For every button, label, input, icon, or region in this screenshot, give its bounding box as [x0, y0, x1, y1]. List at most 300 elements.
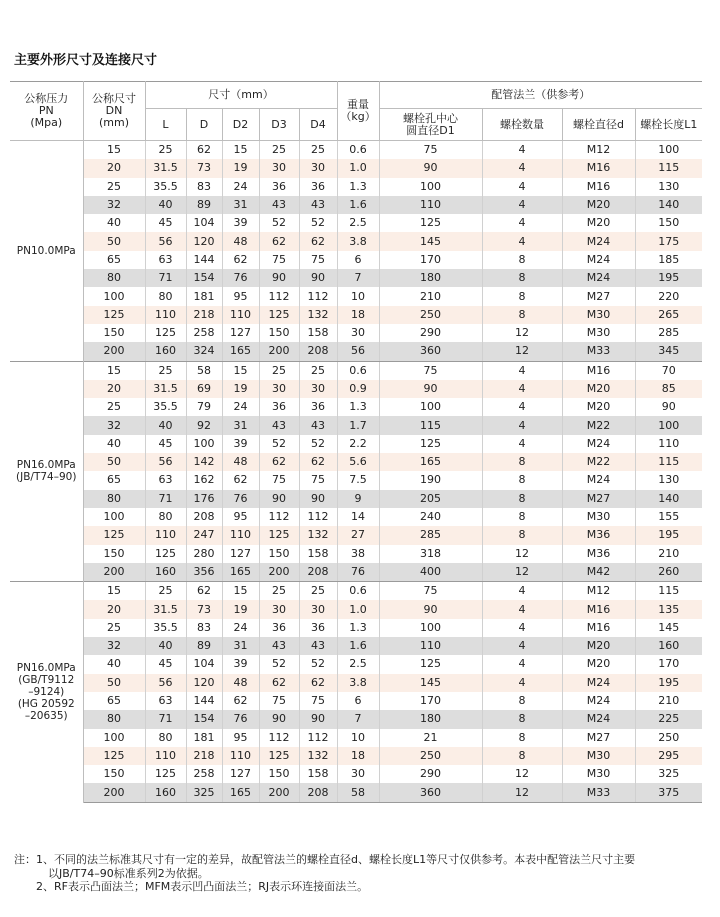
cell-l: 56: [145, 674, 186, 692]
cell-l: 110: [145, 306, 186, 324]
cell-d4: 62: [299, 232, 337, 250]
cell-weight: 0.9: [337, 380, 379, 398]
cell-d4: 52: [299, 214, 337, 232]
cell-d3: 90: [259, 269, 299, 287]
cell-bolt-diameter: M30: [562, 508, 635, 526]
cell-d2: 110: [222, 526, 259, 544]
cell-d3: 75: [259, 471, 299, 489]
cell-bolt-diameter: M20: [562, 655, 635, 673]
cell-dn: 150: [83, 545, 145, 563]
cell-bolt-diameter: M33: [562, 783, 635, 802]
table-row: [10, 141, 702, 160]
cell-d: 356: [186, 563, 222, 582]
cell-d3: 36: [259, 619, 299, 637]
cell-l: 110: [145, 526, 186, 544]
cell-d4: 208: [299, 342, 337, 361]
cell-d1: 100: [379, 178, 482, 196]
cell-d3: 200: [259, 342, 299, 361]
cell-dn: 100: [83, 729, 145, 747]
header-col-bolt-length: 螺栓长度L1: [635, 109, 702, 141]
table-row: [10, 453, 702, 471]
cell-d1: 90: [379, 380, 482, 398]
cell-bolt-count: 4: [482, 214, 562, 232]
cell-d: 89: [186, 196, 222, 214]
cell-l: 160: [145, 783, 186, 802]
cell-d1: 110: [379, 637, 482, 655]
cell-d1: 250: [379, 747, 482, 765]
cell-bolt-count: 8: [482, 508, 562, 526]
cell-l: 25: [145, 361, 186, 380]
cell-bolt-count: 4: [482, 637, 562, 655]
cell-d: 208: [186, 508, 222, 526]
cell-l: 125: [145, 545, 186, 563]
cell-weight: 3.8: [337, 232, 379, 250]
cell-bolt-diameter: M33: [562, 342, 635, 361]
table-row: [10, 287, 702, 305]
cell-dn: 20: [83, 380, 145, 398]
cell-l: 25: [145, 582, 186, 601]
cell-l: 125: [145, 324, 186, 342]
cell-d4: 62: [299, 674, 337, 692]
cell-d1: 21: [379, 729, 482, 747]
cell-bolt-length: 375: [635, 783, 702, 802]
cell-d1: 125: [379, 655, 482, 673]
cell-bolt-length: 210: [635, 692, 702, 710]
table-row: [10, 380, 702, 398]
cell-bolt-diameter: M42: [562, 563, 635, 582]
cell-d4: 75: [299, 471, 337, 489]
cell-d2: 76: [222, 710, 259, 728]
cell-l: 35.5: [145, 619, 186, 637]
cell-dn: 125: [83, 526, 145, 544]
cell-bolt-count: 8: [482, 251, 562, 269]
cell-d3: 30: [259, 600, 299, 618]
cell-d3: 43: [259, 416, 299, 434]
cell-d2: 62: [222, 471, 259, 489]
cell-bolt-count: 4: [482, 416, 562, 434]
cell-d3: 90: [259, 710, 299, 728]
cell-l: 56: [145, 453, 186, 471]
cell-weight: 1.3: [337, 398, 379, 416]
cell-d3: 112: [259, 508, 299, 526]
cell-d4: 43: [299, 637, 337, 655]
cell-d1: 145: [379, 232, 482, 250]
table-row: [10, 674, 702, 692]
cell-dn: 20: [83, 159, 145, 177]
cell-d4: 158: [299, 765, 337, 783]
cell-bolt-diameter: M24: [562, 435, 635, 453]
cell-d3: 125: [259, 747, 299, 765]
cell-d2: 165: [222, 563, 259, 582]
cell-bolt-length: 140: [635, 196, 702, 214]
cell-weight: 7.5: [337, 471, 379, 489]
cell-bolt-length: 70: [635, 361, 702, 380]
cell-d1: 360: [379, 783, 482, 802]
cell-bolt-length: 220: [635, 287, 702, 305]
cell-weight: 2.5: [337, 214, 379, 232]
cell-d2: 95: [222, 287, 259, 305]
table-row: [10, 747, 702, 765]
cell-d3: 25: [259, 582, 299, 601]
cell-d1: 290: [379, 765, 482, 783]
cell-d: 100: [186, 435, 222, 453]
cell-d: 120: [186, 674, 222, 692]
cell-bolt-count: 4: [482, 141, 562, 160]
cell-d4: 25: [299, 582, 337, 601]
cell-l: 45: [145, 214, 186, 232]
cell-d1: 190: [379, 471, 482, 489]
cell-bolt-diameter: M20: [562, 214, 635, 232]
cell-weight: 38: [337, 545, 379, 563]
table-row: [10, 435, 702, 453]
cell-d1: 165: [379, 453, 482, 471]
cell-d: 325: [186, 783, 222, 802]
table-row: [10, 342, 702, 361]
cell-l: 35.5: [145, 398, 186, 416]
cell-bolt-diameter: M22: [562, 416, 635, 434]
cell-d2: 165: [222, 342, 259, 361]
cell-d: 280: [186, 545, 222, 563]
cell-bolt-length: 250: [635, 729, 702, 747]
cell-d2: 31: [222, 196, 259, 214]
cell-l: 40: [145, 416, 186, 434]
cell-d3: 36: [259, 178, 299, 196]
cell-bolt-length: 195: [635, 269, 702, 287]
cell-dn: 200: [83, 563, 145, 582]
cell-d4: 132: [299, 526, 337, 544]
cell-weight: 7: [337, 269, 379, 287]
cell-d3: 25: [259, 361, 299, 380]
cell-weight: 58: [337, 783, 379, 802]
cell-d2: 15: [222, 361, 259, 380]
cell-d2: 39: [222, 655, 259, 673]
cell-d4: 112: [299, 729, 337, 747]
header-col-d4: D4: [299, 109, 337, 141]
cell-bolt-diameter: M24: [562, 269, 635, 287]
cell-bolt-length: 140: [635, 490, 702, 508]
note-1-continued: 以JB/T74–90标准系列2为依据。: [48, 866, 209, 880]
cell-bolt-diameter: M30: [562, 747, 635, 765]
cell-weight: 0.6: [337, 361, 379, 380]
cell-dn: 65: [83, 471, 145, 489]
cell-d1: 90: [379, 159, 482, 177]
cell-d4: 30: [299, 159, 337, 177]
cell-l: 71: [145, 710, 186, 728]
cell-d: 58: [186, 361, 222, 380]
cell-d1: 360: [379, 342, 482, 361]
table-row: [10, 178, 702, 196]
cell-bolt-diameter: M27: [562, 287, 635, 305]
cell-bolt-diameter: M16: [562, 600, 635, 618]
cell-d: 83: [186, 619, 222, 637]
cell-bolt-count: 4: [482, 582, 562, 601]
cell-bolt-count: 4: [482, 674, 562, 692]
cell-bolt-count: 8: [482, 471, 562, 489]
cell-d1: 250: [379, 306, 482, 324]
cell-bolt-diameter: M27: [562, 490, 635, 508]
cell-d4: 30: [299, 600, 337, 618]
cell-dn: 65: [83, 251, 145, 269]
cell-d2: 19: [222, 380, 259, 398]
cell-d2: 62: [222, 692, 259, 710]
cell-d2: 15: [222, 582, 259, 601]
cell-bolt-diameter: M20: [562, 196, 635, 214]
cell-d4: 158: [299, 324, 337, 342]
cell-bolt-diameter: M30: [562, 765, 635, 783]
cell-dn: 50: [83, 674, 145, 692]
cell-d3: 52: [259, 655, 299, 673]
cell-bolt-count: 8: [482, 453, 562, 471]
cell-d3: 62: [259, 674, 299, 692]
cell-bolt-count: 12: [482, 324, 562, 342]
cell-bolt-length: 130: [635, 471, 702, 489]
cell-d4: 52: [299, 655, 337, 673]
cell-bolt-diameter: M12: [562, 582, 635, 601]
cell-dn: 125: [83, 306, 145, 324]
cell-l: 80: [145, 287, 186, 305]
cell-d: 142: [186, 453, 222, 471]
cell-d: 181: [186, 287, 222, 305]
cell-d: 62: [186, 141, 222, 160]
notes: [14, 853, 635, 894]
cell-bolt-length: 175: [635, 232, 702, 250]
cell-dn: 15: [83, 361, 145, 380]
cell-d4: 132: [299, 306, 337, 324]
cell-d: 144: [186, 251, 222, 269]
cell-d4: 52: [299, 435, 337, 453]
cell-weight: 2.2: [337, 435, 379, 453]
cell-bolt-count: 4: [482, 398, 562, 416]
cell-d2: 165: [222, 783, 259, 802]
cell-d1: 75: [379, 582, 482, 601]
cell-d: 324: [186, 342, 222, 361]
cell-d2: 48: [222, 674, 259, 692]
header-col-d: D: [186, 109, 222, 141]
cell-l: 160: [145, 563, 186, 582]
cell-l: 31.5: [145, 380, 186, 398]
cell-l: 31.5: [145, 600, 186, 618]
cell-bolt-count: 4: [482, 196, 562, 214]
cell-l: 35.5: [145, 178, 186, 196]
table-row: [10, 729, 702, 747]
cell-d1: 75: [379, 361, 482, 380]
cell-weight: 5.6: [337, 453, 379, 471]
header-weight: 重量 （kg）: [337, 82, 379, 141]
header-dn: 公称尺寸 DN (mm): [83, 82, 145, 141]
cell-d3: 43: [259, 196, 299, 214]
cell-d2: 127: [222, 324, 259, 342]
cell-dn: 100: [83, 508, 145, 526]
cell-d2: 48: [222, 232, 259, 250]
cell-bolt-count: 12: [482, 563, 562, 582]
cell-d1: 170: [379, 251, 482, 269]
cell-d: 181: [186, 729, 222, 747]
cell-d4: 208: [299, 783, 337, 802]
cell-d4: 25: [299, 141, 337, 160]
cell-weight: 9: [337, 490, 379, 508]
table-row: [10, 637, 702, 655]
cell-d: 104: [186, 214, 222, 232]
cell-d4: 132: [299, 747, 337, 765]
cell-bolt-diameter: M30: [562, 324, 635, 342]
cell-weight: 18: [337, 747, 379, 765]
cell-d: 247: [186, 526, 222, 544]
cell-d: 218: [186, 747, 222, 765]
cell-d2: 19: [222, 159, 259, 177]
table-row: [10, 416, 702, 434]
cell-d2: 110: [222, 747, 259, 765]
table-row: [10, 269, 702, 287]
table-row: [10, 619, 702, 637]
cell-weight: 30: [337, 324, 379, 342]
cell-weight: 10: [337, 287, 379, 305]
cell-bolt-count: 4: [482, 600, 562, 618]
note-2: 2、RF表示凸面法兰；MFM表示凹凸面法兰；RJ表示环连接面法兰。: [36, 880, 369, 893]
cell-weight: 6: [337, 251, 379, 269]
cell-d1: 100: [379, 398, 482, 416]
cell-bolt-length: 225: [635, 710, 702, 728]
cell-d2: 76: [222, 490, 259, 508]
cell-bolt-diameter: M16: [562, 178, 635, 196]
cell-dn: 50: [83, 453, 145, 471]
cell-d3: 150: [259, 324, 299, 342]
cell-weight: 1.6: [337, 637, 379, 655]
cell-d3: 150: [259, 765, 299, 783]
header-col-bolt-count: 螺栓数量: [482, 109, 562, 141]
cell-d: 104: [186, 655, 222, 673]
cell-bolt-length: 135: [635, 600, 702, 618]
cell-weight: 10: [337, 729, 379, 747]
cell-bolt-length: 115: [635, 159, 702, 177]
table-row: [10, 563, 702, 582]
cell-dn: 40: [83, 655, 145, 673]
cell-bolt-count: 4: [482, 619, 562, 637]
cell-l: 25: [145, 141, 186, 160]
cell-d3: 30: [259, 380, 299, 398]
cell-bolt-length: 130: [635, 178, 702, 196]
cell-bolt-length: 195: [635, 526, 702, 544]
cell-bolt-length: 100: [635, 416, 702, 434]
cell-d3: 125: [259, 306, 299, 324]
cell-d4: 112: [299, 508, 337, 526]
cell-d: 83: [186, 178, 222, 196]
cell-l: 45: [145, 435, 186, 453]
table-row: [10, 490, 702, 508]
cell-bolt-diameter: M20: [562, 637, 635, 655]
table-row: [10, 214, 702, 232]
cell-dn: 80: [83, 490, 145, 508]
cell-d1: 285: [379, 526, 482, 544]
cell-bolt-length: 90: [635, 398, 702, 416]
table-row: [10, 196, 702, 214]
cell-bolt-length: 160: [635, 637, 702, 655]
cell-d: 154: [186, 269, 222, 287]
cell-bolt-length: 260: [635, 563, 702, 582]
cell-bolt-diameter: M20: [562, 398, 635, 416]
cell-d3: 36: [259, 398, 299, 416]
cell-d4: 36: [299, 398, 337, 416]
cell-d1: 115: [379, 416, 482, 434]
table-row: [10, 600, 702, 618]
pressure-group-label: PN10.0MPa: [10, 141, 83, 362]
table-row: [10, 361, 702, 380]
cell-bolt-diameter: M36: [562, 526, 635, 544]
cell-l: 80: [145, 729, 186, 747]
cell-bolt-count: 12: [482, 765, 562, 783]
cell-dn: 32: [83, 416, 145, 434]
cell-bolt-diameter: M24: [562, 471, 635, 489]
cell-d: 73: [186, 159, 222, 177]
cell-bolt-count: 8: [482, 729, 562, 747]
cell-d4: 90: [299, 490, 337, 508]
cell-weight: 1.7: [337, 416, 379, 434]
cell-d1: 290: [379, 324, 482, 342]
cell-bolt-diameter: M27: [562, 729, 635, 747]
cell-l: 125: [145, 765, 186, 783]
cell-bolt-count: 8: [482, 526, 562, 544]
cell-d2: 39: [222, 435, 259, 453]
cell-weight: 1.0: [337, 159, 379, 177]
cell-d3: 75: [259, 251, 299, 269]
cell-d3: 75: [259, 692, 299, 710]
cell-d2: 76: [222, 269, 259, 287]
cell-bolt-count: 4: [482, 435, 562, 453]
cell-d2: 127: [222, 545, 259, 563]
header-col-d2: D2: [222, 109, 259, 141]
cell-l: 63: [145, 251, 186, 269]
page-title: 主要外形尺寸及连接尺寸: [14, 53, 158, 68]
cell-d3: 30: [259, 159, 299, 177]
cell-bolt-count: 8: [482, 710, 562, 728]
cell-d: 89: [186, 637, 222, 655]
cell-d: 218: [186, 306, 222, 324]
cell-dn: 15: [83, 582, 145, 601]
cell-weight: 56: [337, 342, 379, 361]
cell-d: 258: [186, 765, 222, 783]
cell-d4: 25: [299, 361, 337, 380]
cell-d4: 75: [299, 251, 337, 269]
cell-d4: 208: [299, 563, 337, 582]
cell-dn: 32: [83, 196, 145, 214]
cell-dn: 65: [83, 692, 145, 710]
cell-bolt-length: 145: [635, 619, 702, 637]
cell-weight: 1.0: [337, 600, 379, 618]
pressure-group-label: PN16.0MPa (JB/T74–90): [10, 361, 83, 582]
cell-d: 154: [186, 710, 222, 728]
cell-d4: 43: [299, 196, 337, 214]
cell-weight: 27: [337, 526, 379, 544]
cell-bolt-count: 12: [482, 342, 562, 361]
cell-l: 40: [145, 637, 186, 655]
cell-bolt-diameter: M24: [562, 674, 635, 692]
cell-bolt-count: 12: [482, 783, 562, 802]
cell-bolt-diameter: M22: [562, 453, 635, 471]
cell-d: 62: [186, 582, 222, 601]
cell-weight: 0.6: [337, 582, 379, 601]
table-row: [10, 692, 702, 710]
cell-bolt-diameter: M30: [562, 306, 635, 324]
cell-bolt-count: 8: [482, 490, 562, 508]
table-row: [10, 398, 702, 416]
cell-d3: 52: [259, 214, 299, 232]
cell-d3: 112: [259, 729, 299, 747]
cell-dn: 32: [83, 637, 145, 655]
cell-d3: 150: [259, 545, 299, 563]
cell-l: 80: [145, 508, 186, 526]
cell-d2: 110: [222, 306, 259, 324]
cell-dn: 40: [83, 435, 145, 453]
cell-d1: 145: [379, 674, 482, 692]
